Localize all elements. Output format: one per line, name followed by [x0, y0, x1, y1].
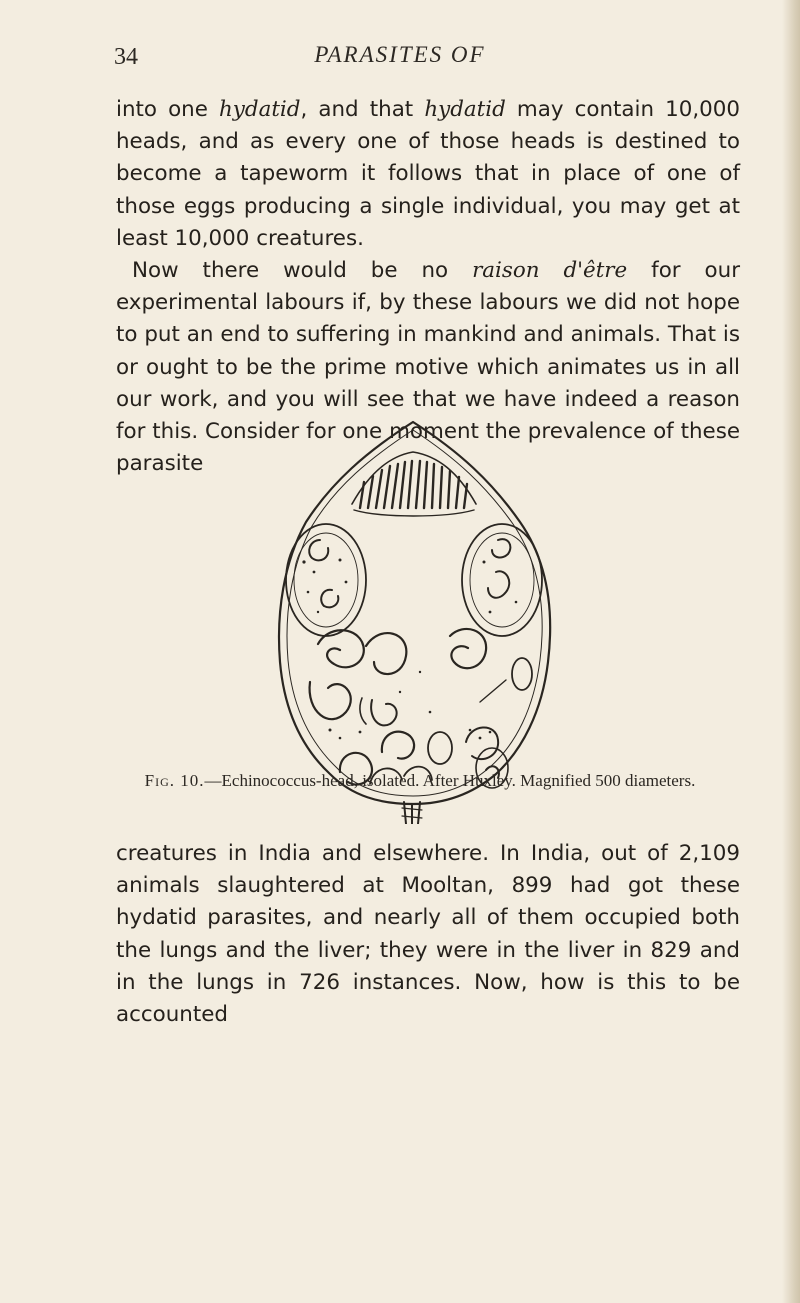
- echinococcus-head-figure: [270, 412, 556, 824]
- page-edge-shadow: [782, 0, 800, 1303]
- italic-term: hydatid: [424, 97, 506, 122]
- caption-text: —Echinococcus-head, isolated. After Huxley. Magnified 500 diameters.: [204, 771, 696, 790]
- page-header: [0, 42, 800, 76]
- running-head: PARASITES OF: [314, 42, 486, 67]
- text-run: for our experimental labours if, by these labours we did not hope to put an end to suffering in mankind and animals. That is or ought to be the prime motive which animates us in all our work, and you will see that we have indeed a reason for this. Consider for one moment the prevalence of these parasite: [116, 258, 740, 477]
- italic-term: raison d'être: [472, 258, 628, 284]
- text-run: Now there would be no: [132, 258, 473, 284]
- echinococcus-head-illustration: [270, 412, 556, 824]
- text-run: into one: [116, 97, 220, 122]
- figure-caption: [100, 770, 740, 791]
- figure-label: Fig. 10.: [144, 771, 205, 790]
- text-run: , and that: [300, 97, 425, 122]
- paragraph-2: creatures in India and elsewhere. In India, out of 2,109 animals slaughtered at Mooltan, 899 had got these hydatid parasites, and nearly all of them occupied both the lungs and the liver; they were in the liver in 829 and in the lungs in 726 instances. Now, how is this to be accounted: [116, 841, 740, 1028]
- italic-term: hydatid: [219, 97, 301, 122]
- text-run: may contain 10,000 heads, and as every one of those heads is destined to become a tapeworm it follows that in place of one of those eggs producing a single individual, you may get at least 10,000 creatures.: [116, 97, 740, 251]
- page-number: 34: [114, 44, 138, 70]
